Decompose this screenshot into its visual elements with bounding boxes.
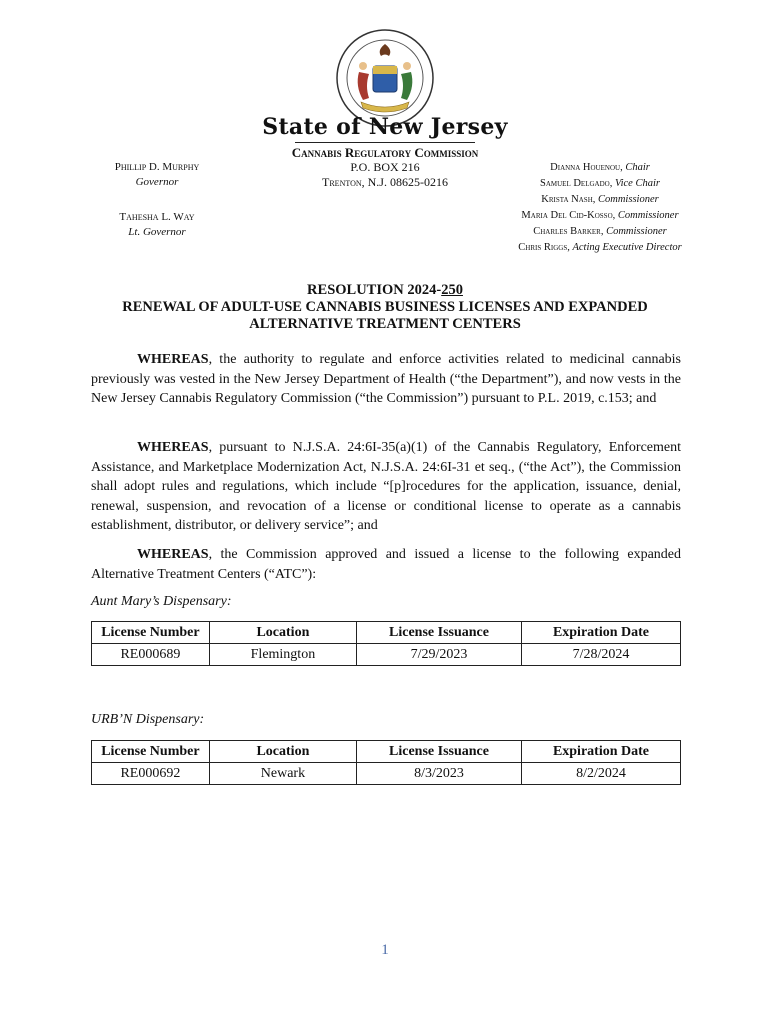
member-row: Maria Del Cid-Kosso, Commissioner (521, 210, 679, 221)
table-row (92, 763, 681, 785)
col-license-number: License Number (92, 622, 210, 644)
table-2-heading: URB’N Dispensary: (91, 712, 205, 727)
governor-title: Governor (135, 176, 179, 188)
governor-block (92, 160, 222, 240)
member-row: Chris Riggs, Acting Executive Director (518, 242, 682, 253)
governor-name: Phillip D. Murphy (114, 161, 200, 173)
resolution-title-line2: ALTERNATIVE TREATMENT CENTERS (249, 316, 521, 332)
resolution-heading (60, 282, 710, 333)
state-seal-icon (335, 28, 435, 128)
col-license-issuance: License Issuance (357, 622, 522, 644)
agency-name: Cannabis Regulatory Commission (291, 145, 479, 160)
table-header-row (92, 741, 681, 763)
state-title: State of New Jersey (0, 114, 770, 143)
address-po-box: P.O. BOX 216 (350, 160, 420, 174)
cell-expiration-date: 7/28/2024 (521, 644, 680, 666)
table-header-row (92, 622, 681, 644)
col-license-number: License Number (92, 741, 210, 763)
member-row: Samuel Delgado, Vice Chair (540, 178, 660, 189)
cell-license-number: RE000692 (92, 763, 210, 785)
member-row: Charles Barker, Commissioner (533, 226, 667, 237)
member-row: Krista Nash, Commissioner (541, 194, 659, 205)
cell-expiration-date: 8/2/2024 (521, 763, 680, 785)
table-1-heading: Aunt Mary’s Dispensary: (91, 594, 232, 609)
lt-governor-title: Lt. Governor (128, 226, 186, 238)
whereas-paragraph-3: WHEREAS, the Commission approved and issued a license to the following expanded Alternative Treatment Centers (“ATC”): (91, 547, 681, 582)
license-table-1 (91, 621, 681, 666)
title-rule (295, 142, 475, 143)
cell-location: Flemington (209, 644, 356, 666)
cell-location: Newark (209, 763, 356, 785)
lt-governor-name: Tahesha L. Way (119, 211, 195, 223)
resolution-title-line1: RENEWAL OF ADULT-USE CANNABIS BUSINESS LICENSES AND EXPANDED (122, 299, 648, 315)
col-location: Location (209, 622, 356, 644)
col-expiration-date: Expiration Date (521, 741, 680, 763)
col-expiration-date: Expiration Date (521, 622, 680, 644)
cell-license-issuance: 8/3/2023 (357, 763, 522, 785)
table-row (92, 644, 681, 666)
page-number: 1 (381, 942, 389, 958)
license-table-2 (91, 740, 681, 785)
commission-members-block (495, 160, 705, 256)
whereas-paragraph-2: WHEREAS, pursuant to N.J.S.A. 24:6I-35(a)(1) of the Cannabis Regulatory, Enforcement Assistance, and Marketplace Modernization Act, N.J.S.A. 24:6I-31 et seq., (“the Act”), the Commission shall adopt rules and regulations, which include “[p]rocedures for the application, issuance, denial, renewal, suspension, and revocation of a license or conditional license to operate as a cannabis establishment, distributor, or delivery service”; and (91, 440, 681, 533)
col-location: Location (209, 741, 356, 763)
address-city: Trenton, N.J. 08625-0216 (322, 175, 448, 189)
cell-license-issuance: 7/29/2023 (357, 644, 522, 666)
resolution-number: RESOLUTION 2024-250 (307, 282, 463, 298)
whereas-paragraph-1: WHEREAS, the authority to regulate and enforce activities related to medicinal cannabis previously was vested in the New Jersey Department of Health (“the Department”), and now vests in the New Jersey Cannabis Regulatory Commission (“the Commission”) pursuant to P.L. 2019, c.153; and (91, 352, 681, 406)
col-license-issuance: License Issuance (357, 741, 522, 763)
member-row: Dianna Houenou, Chair (550, 162, 650, 173)
cell-license-number: RE000689 (92, 644, 210, 666)
